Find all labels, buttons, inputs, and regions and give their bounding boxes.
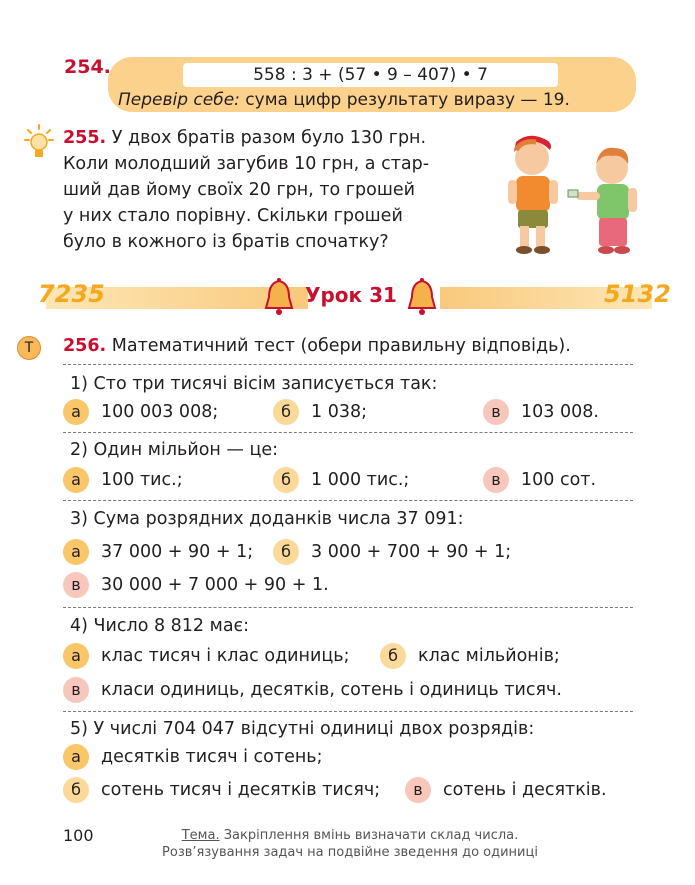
q1-option-b[interactable] [273, 398, 367, 426]
task-255-line-3: ший дав йому своїх 20 грн, то грошей [63, 180, 415, 200]
question-2: 2) Один мільйон — це: [70, 440, 279, 460]
q2-option-v[interactable] [483, 466, 596, 494]
option-text: 100 003 008; [101, 402, 219, 422]
q5-option-v[interactable] [405, 776, 607, 804]
q4-option-a[interactable] [63, 642, 350, 670]
task-255-line-4: у них стало порівну. Скільки грошей [63, 206, 403, 226]
q5-option-b[interactable] [63, 776, 380, 804]
question-1: 1) Сто три тисячі вісім записується так: [70, 374, 438, 394]
option-text: сотень тисяч і десятків тисяч; [101, 780, 381, 800]
divider [63, 364, 633, 365]
option-text: 3 000 + 700 + 90 + 1; [311, 542, 512, 562]
option-text: десятків тисяч і сотень; [101, 747, 323, 767]
option-text: 100 тис.; [101, 470, 183, 490]
task-256-title: 256. Математичний тест (обери правильну відповідь). [63, 336, 571, 356]
q2-option-a[interactable] [63, 466, 183, 494]
task-254-number: 254. [64, 56, 111, 78]
bell-icon [262, 277, 296, 317]
decorative-digits-left: 7235 [38, 280, 105, 308]
divider [63, 607, 633, 608]
option-badge-v: в [405, 777, 431, 803]
task-255-number: 255. [63, 128, 107, 148]
q4-option-v[interactable] [63, 676, 562, 704]
option-badge-v: в [63, 572, 89, 598]
option-badge-a: а [63, 467, 89, 493]
option-text: 1 000 тис.; [311, 470, 410, 490]
option-badge-b: б [273, 399, 299, 425]
option-text: сотень і десятків. [443, 780, 607, 800]
option-text: клас тисяч і клас одиниць; [101, 646, 350, 666]
footer-line-1: Тема. Закріплення вмінь визначати склад числа. [181, 828, 519, 843]
task-254-expression: 558 : 3 + (57 • 9 – 407) • 7 [183, 63, 558, 87]
test-badge: Т [17, 336, 41, 360]
option-badge-b: б [273, 539, 299, 565]
task-255-line-2: Коли молодший загубив 10 грн, а стар- [63, 154, 430, 174]
q3-option-b[interactable] [273, 538, 511, 566]
check-yourself-text: сума цифр результату виразу — 19. [239, 90, 570, 110]
option-text: 103 008. [521, 402, 599, 422]
q1-option-a[interactable] [63, 398, 218, 426]
divider [63, 500, 633, 501]
task-255 [63, 125, 483, 255]
option-text: 1 038; [311, 402, 367, 422]
question-4: 4) Число 8 812 має: [70, 616, 250, 636]
lightbulb-icon [24, 124, 54, 162]
option-badge-a: а [63, 643, 89, 669]
task-255-line-1: 255. У двох братів разом було 130 грн. [63, 128, 427, 148]
lesson-title: Урок 31 [305, 283, 397, 307]
option-text: клас мільйонів; [418, 646, 560, 666]
footer-topic [150, 827, 550, 861]
question-3: 3) Сума розрядних доданків числа 37 091: [70, 509, 464, 529]
option-text: 100 сот. [521, 470, 597, 490]
option-badge-v: в [483, 399, 509, 425]
option-badge-a: а [63, 539, 89, 565]
option-badge-b: б [63, 777, 89, 803]
option-badge-a: а [63, 399, 89, 425]
question-5: 5) У числі 704 047 відсутні одиниці двох розрядів: [70, 719, 535, 739]
task-255-line-5: було в кожного із братів спочатку? [63, 232, 389, 252]
q5-option-a[interactable] [63, 743, 323, 771]
check-yourself-label: Перевір себе: [118, 90, 240, 110]
option-text: класи одиниць, десятків, сотень і одиниць тисяч. [101, 680, 562, 700]
q3-option-a[interactable] [63, 538, 253, 566]
footer-topic-label: Тема. [181, 828, 220, 843]
q3-option-v[interactable] [63, 571, 329, 599]
option-text: 37 000 + 90 + 1; [101, 542, 254, 562]
task-256-number: 256. [63, 336, 107, 356]
option-badge-v: в [483, 467, 509, 493]
footer-line-2: Розв’язування задач на подвійне зведення до одиниці [162, 845, 538, 860]
option-badge-b: б [273, 467, 299, 493]
q4-option-b[interactable] [380, 642, 560, 670]
two-brothers-illustration [492, 128, 657, 258]
q1-option-v[interactable] [483, 398, 599, 426]
divider [63, 432, 633, 433]
page-number: 100 [63, 826, 94, 845]
option-badge-v: в [63, 677, 89, 703]
option-badge-a: а [63, 744, 89, 770]
task-254-check-line [118, 89, 570, 111]
option-badge-b: б [380, 643, 406, 669]
divider [63, 711, 633, 712]
q2-option-b[interactable] [273, 466, 409, 494]
bell-icon [405, 277, 439, 317]
option-text: 30 000 + 7 000 + 90 + 1. [101, 575, 329, 595]
decorative-digits-right: 5132 [604, 280, 671, 308]
